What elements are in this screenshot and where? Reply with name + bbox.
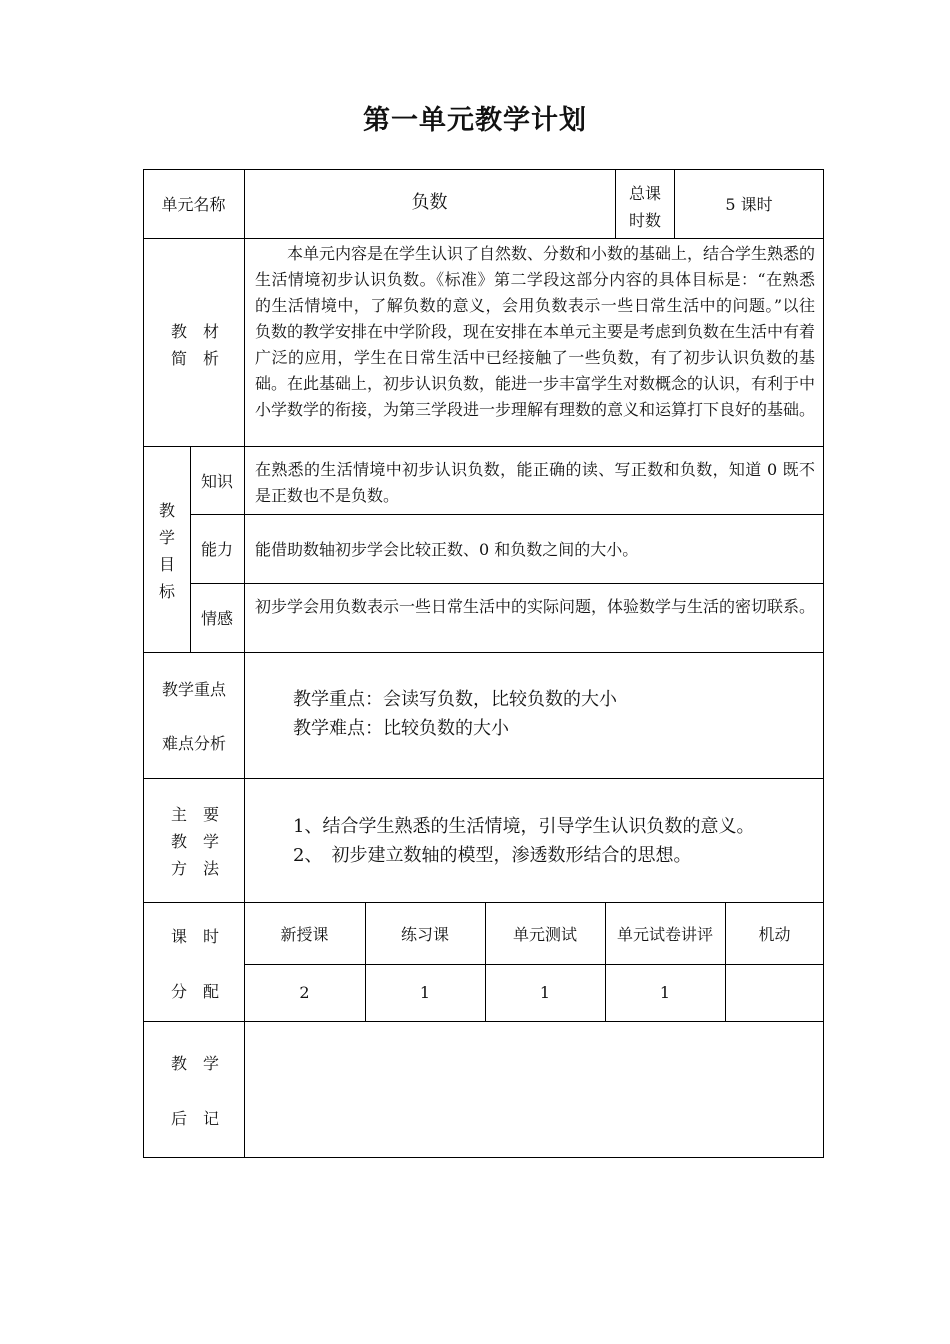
goals-label-4: 标: [159, 582, 176, 601]
allocation-value-flexible: [725, 964, 824, 1021]
total-hours-value: 5 课时: [725, 195, 773, 214]
focus-line-2: 教学难点：比较负数的大小: [293, 718, 509, 739]
methods-label-1: 主 要: [171, 805, 220, 824]
emotion-text: 初步学会用负数表示一些日常生活中的实际问题，体验数学与生活的密切联系。: [255, 597, 816, 616]
methods-label-3: 方 法: [171, 859, 220, 878]
allocation-value-new-lesson: 2: [299, 983, 310, 1002]
total-hours-label-1: 总课: [629, 184, 662, 203]
analysis-label-1: 教 材: [171, 322, 220, 341]
analysis-label-2: 简 析: [171, 349, 220, 368]
unit-name-label: 单元名称: [161, 195, 226, 214]
knowledge-label: 知识: [200, 471, 233, 491]
page-title: 第一单元教学计划: [363, 105, 587, 136]
allocation-value-practice: 1: [419, 983, 431, 1002]
allocation-value-unit-test: 1: [539, 983, 551, 1002]
allocation-label-1: 课 时: [171, 927, 220, 946]
allocation-header-test-review: 单元试卷讲评: [616, 924, 713, 944]
ability-text: 能借助数轴初步学会比较正数、0 和负数之间的大小。: [255, 540, 639, 559]
analysis-text: 本单元内容是在学生认识了自然数、分数和小数的基础上，结合学生熟悉的生活情境初步认识负数。《标准》第二学段这部分内容的具体目标是：“在熟悉的生活情境中，了解负数的意义，会用负数表示一些日常生活中的问题。”以往负数的教学安排在中学阶段，现在安排在本单元主要是考虑到负数在生活中有着广泛的应用，学生在日常生活中已经接触了一些负数，有了初步认识负数的基础。在此基础上，初步认识负数，能进一步丰富学生对数概念的认识，有利于中小学数学的衔接，为第三学段进一步理解有理数的意义和运算打下良好的基础。: [255, 244, 816, 419]
allocation-header-unit-test: 单元测试: [512, 924, 577, 944]
goals-label-3: 目: [159, 555, 176, 574]
methods-line-1: 1、结合学生熟悉的生活情境，引导学生认识负数的意义。: [293, 816, 755, 837]
total-hours-label-2: 时数: [629, 211, 662, 230]
emotion-label: 情感: [200, 609, 233, 628]
allocation-header-flexible: 机动: [758, 924, 791, 944]
knowledge-text: 在熟悉的生活情境中初步认识负数，能正确的读、写正数和负数，知道 0 既不是正数也不是负数。: [255, 460, 815, 505]
goals-label-2: 学: [159, 528, 176, 547]
reflection-label-1: 教 学: [171, 1054, 220, 1073]
ability-label: 能力: [200, 540, 233, 559]
unit-name-value: 负数: [411, 191, 448, 213]
allocation-header-new-lesson: 新授课: [280, 924, 329, 944]
methods-label-2: 教 学: [171, 832, 220, 851]
focus-label-1: 教学重点: [162, 680, 227, 699]
goals-label-1: 教: [159, 501, 176, 520]
focus-label-2: 难点分析: [162, 734, 227, 753]
focus-line-1: 教学重点：会读写负数，比较负数的大小: [293, 689, 617, 710]
reflection-label-2: 后 记: [171, 1109, 220, 1128]
allocation-value-test-review: 1: [659, 983, 671, 1002]
methods-line-2: 2、 初步建立数轴的模型，渗透数形结合的思想。: [293, 845, 692, 866]
allocation-header-practice: 练习课: [400, 924, 449, 944]
allocation-label-2: 分 配: [171, 982, 220, 1001]
